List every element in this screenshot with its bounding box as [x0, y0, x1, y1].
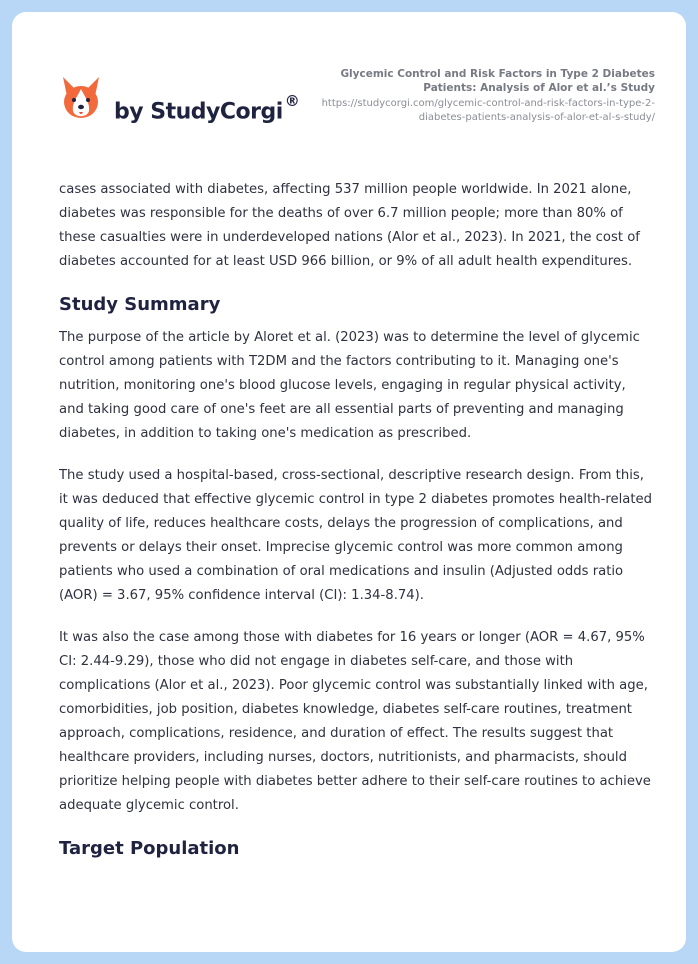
registered-mark: ® [284, 92, 300, 110]
document-body [59, 178, 654, 870]
section-heading-study-summary: Study Summary [59, 294, 221, 315]
document-url[interactable]: https://studycorgi.com/glycemic-control-and-risk-factors-in-type-2-diabetes-patients-analysis-of-alor-et-al-s-study/ [321, 98, 655, 123]
corgi-logo-icon[interactable] [60, 75, 102, 121]
document-title: Glycemic Control and Risk Factors in Type 2 Diabetes Patients: Analysis of Alor et al.’s Study [340, 68, 655, 94]
document-page [12, 12, 686, 952]
paragraph: The purpose of the article by Aloret et al. (2023) was to determine the level of glycemic control among patients with T2DM and the factors contributing to it. Managing one's nutrition, monitoring one's blood glucose levels, engaging in regular physical activity, and taking good care of one's feet are all essential parts of preventing and managing diabetes, in addition to taking one's medication as prescribed. [59, 330, 640, 441]
paragraph: The study used a hospital-based, cross-sectional, descriptive research design. From this, it was deduced that effective glycemic control in type 2 diabetes promotes health-related quality of life, reduces healthcare costs, delays the progression of complications, and prevents or delays their onset. Imprecise glycemic control was more common among patients who used a combination of oral medications and insulin (Adjusted odds ratio (AOR) = 3.67, 95% confidence interval (CI): 1.34-8.74). [59, 468, 653, 603]
paragraph: It was also the case among those with diabetes for 16 years or longer (AOR = 4.67, 95% CI: 2.44-9.29), those who did not engage in diabetes self-care, and those with complications (Alor et al., 2023). Poor glycemic control was substantially linked with age, comorbidities, job position, diabetes knowledge, diabetes self-care routines, treatment approach, complications, residence, and duration of effect. The results suggest that healthcare providers, including nurses, doctors, nutritionists, and pharmacists, should prioritize helping people with diabetes better adhere to their self-care routines to achieve adequate glycemic control. [59, 630, 651, 813]
brand-name[interactable]: by StudyCorgi ® [114, 92, 300, 125]
section-heading-target-population: Target Population [59, 838, 240, 859]
page-header [12, 12, 686, 162]
intro-paragraph: cases associated with diabetes, affecting 537 million people worldwide. In 2021 alone, diabetes was responsible for the deaths of over 6.7 million people; more than 80% of these casualties were in underdeveloped nations (Alor et al., 2023). In 2021, the cost of diabetes accounted for at least USD 966 billion, or 9% of all adult health expenditures. [59, 182, 640, 269]
